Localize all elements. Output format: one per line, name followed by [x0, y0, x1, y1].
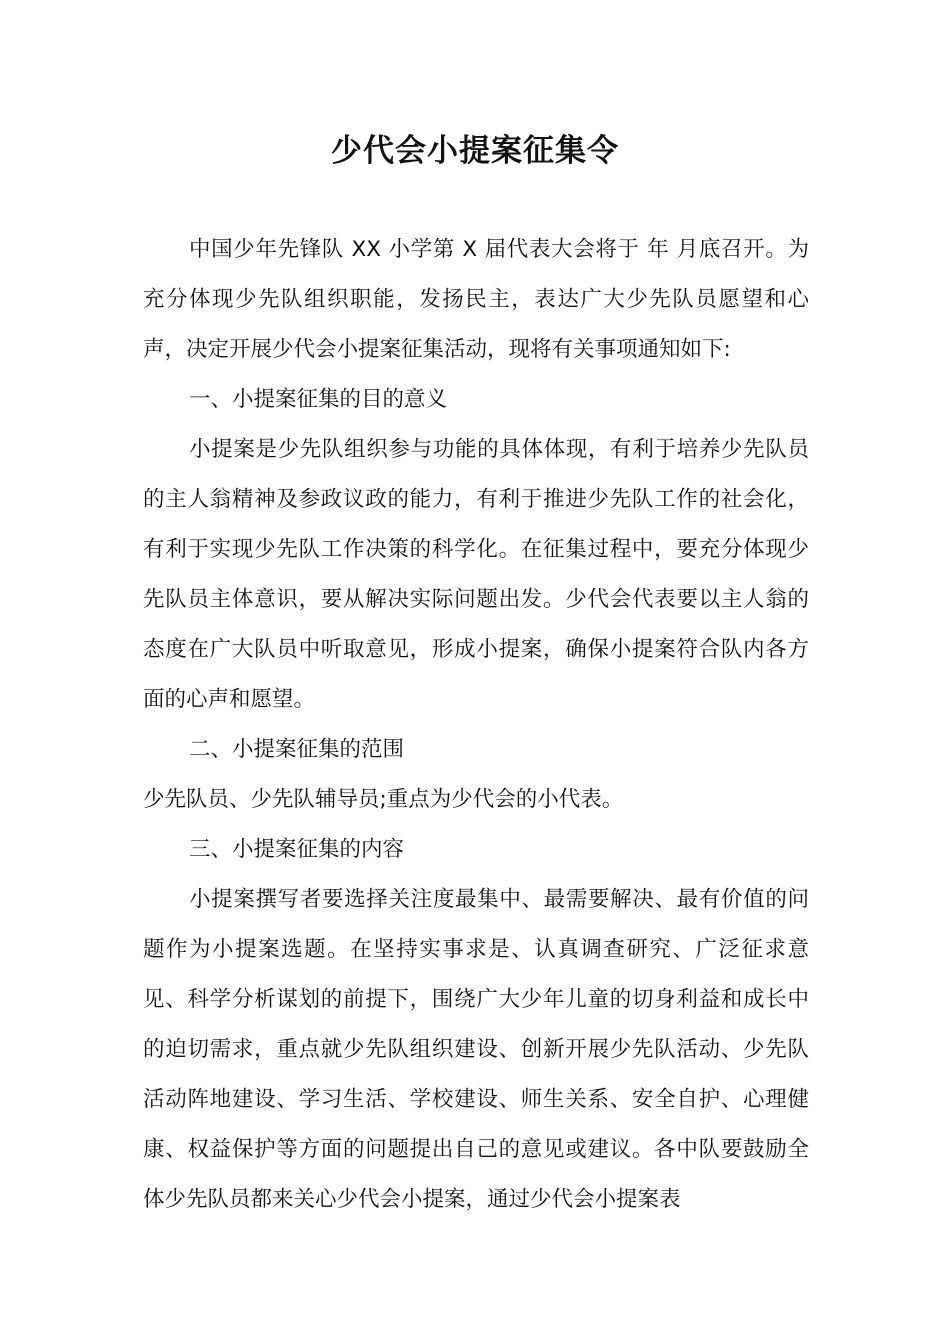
section-heading-scope: 二、小提案征集的范围: [189, 737, 405, 762]
section-heading-purpose: 一、小提案征集的目的意义: [189, 387, 448, 412]
section-heading-content: 三、小提案征集的内容: [189, 837, 405, 862]
purpose-paragraph: 小提案是少先队组织参与功能的具体体现，有利于培养少先队员的主人翁精神及参政议政的能力，有利于推进少先队工作的社会化，有利于实现少先队工作决策的科学化。在征集过程中，要充分体现少先队员主体意识，要从解决实际问题出发。少代会代表要以主人翁的态度在广大队员中听取意见，形成小提案，确保小提案符合队内各方面的心声和愿望。: [143, 437, 809, 712]
content-paragraph: 小提案撰写者要选择关注度最集中、最需要解决、最有价值的问题作为小提案选题。在坚持实事求是、认真调查研究、广泛征求意见、科学分析谋划的前提下，围绕广大少年儿童的切身利益和成长中的迫切需求，重点就少先队组织建设、创新开展少先队活动、少先队活动阵地建设、学习生活、学校建设、师生关系、安全自护、心理健康、权益保护等方面的问题提出自己的意见或建议。各中队要鼓励全体少先队员都来关心少代会小提案，通过少代会小提案表: [143, 887, 809, 1212]
document-body: [143, 225, 809, 1225]
intro-paragraph: 中国少年先锋队 XX 小学第 X 届代表大会将于 年 月底召开。为充分体现少先队组织职能，发扬民主，表达广大少先队员愿望和心声，决定开展少代会小提案征集活动，现将有关事项通知如下:: [143, 237, 809, 362]
document-title: 少代会小提案征集令: [331, 133, 619, 169]
scope-paragraph: 少先队员、少先队辅导员;重点为少代会的小代表。: [143, 787, 624, 812]
